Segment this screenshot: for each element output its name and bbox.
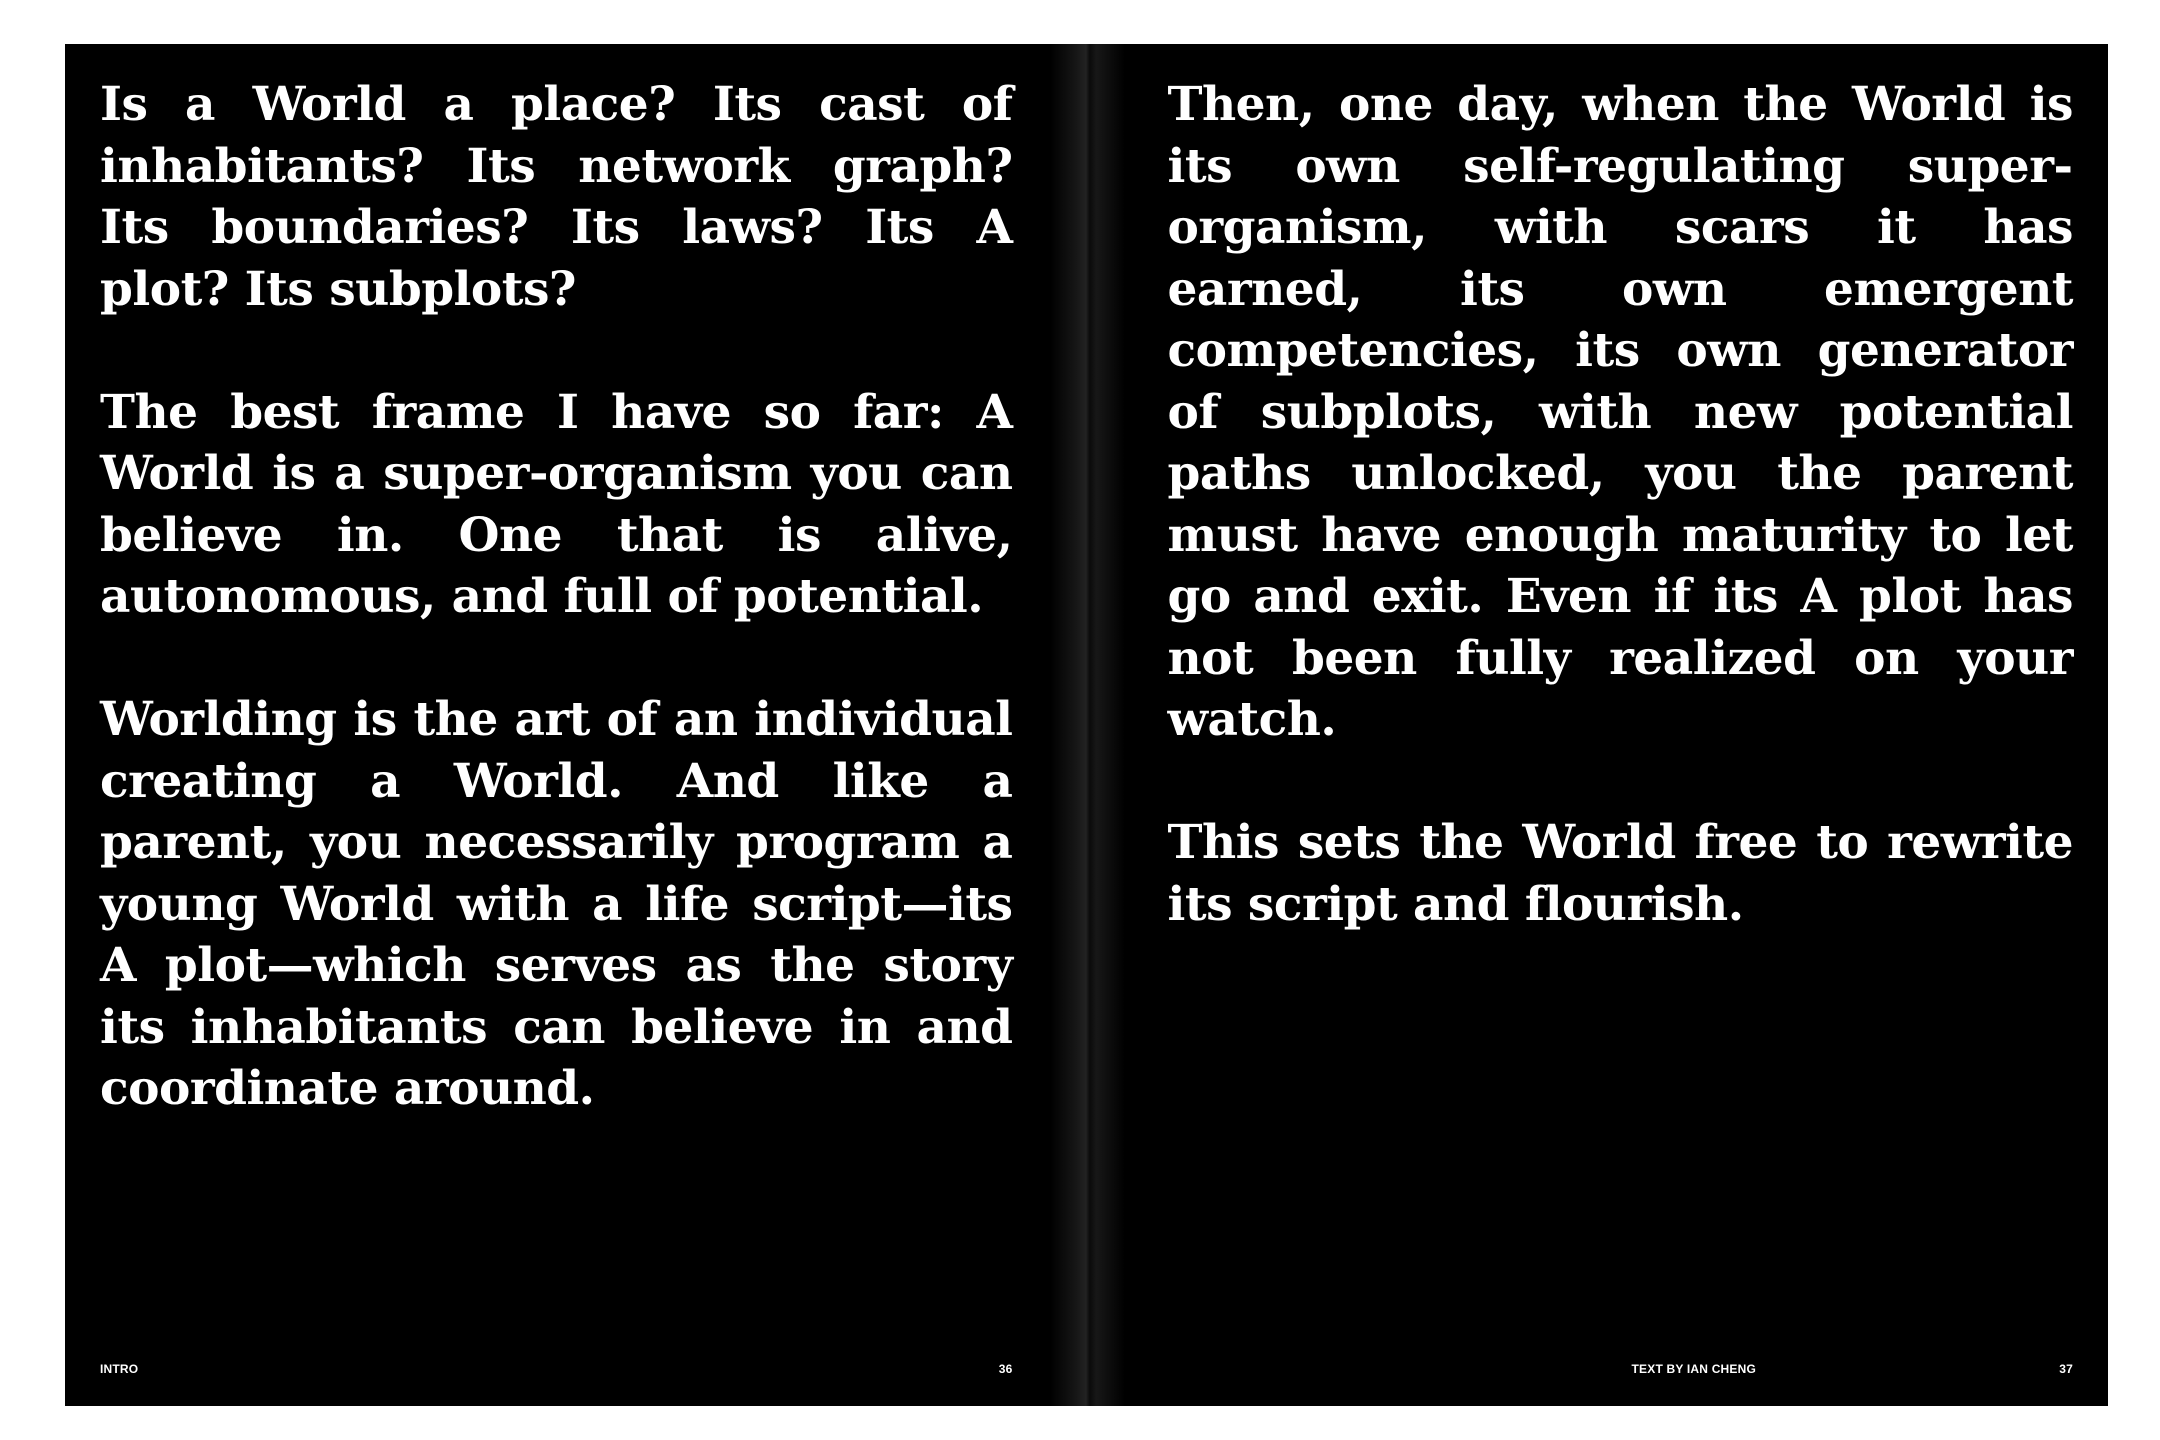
left-paragraph-3: Worlding is the art of an individual creating a World. And like a parent, you necessarily program a young World with a life script—its A plot—which serves as the story its inhabitants can believe in and coordinate around. bbox=[100, 692, 1013, 1116]
page-number-left: 36 bbox=[998, 1362, 1013, 1376]
right-paragraph-1: Then, one day, when the World is its own self-regulating superorganism, with scars it has earned, its own emergent competencies, its own generator of subplots, with new potential paths unlocked, you the parent must have enough maturity to let go and exit. Even if its A plot has not been fully realized on your watch. bbox=[1167, 77, 2073, 747]
author-credit: TEXT BY IAN CHENG bbox=[1631, 1362, 1757, 1376]
right-page bbox=[1087, 44, 2109, 1406]
left-page bbox=[65, 44, 1087, 1406]
left-paragraph-1: Is a World a place? Its cast of inhabitants? Its network graph? Its boundaries? Its laws? Its A plot? Its subplots? bbox=[100, 77, 1013, 317]
book-spread bbox=[65, 44, 2108, 1406]
right-paragraph-2: This sets the World free to rewrite its script and flourish. bbox=[1167, 815, 2073, 932]
left-paragraph-2: The best frame I have so far: A World is a super-organism you can believe in. One that is alive, autonomous, and full of potential. bbox=[100, 384, 1013, 624]
section-label: INTRO bbox=[100, 1362, 139, 1376]
page-number-right: 37 bbox=[2059, 1362, 2073, 1376]
